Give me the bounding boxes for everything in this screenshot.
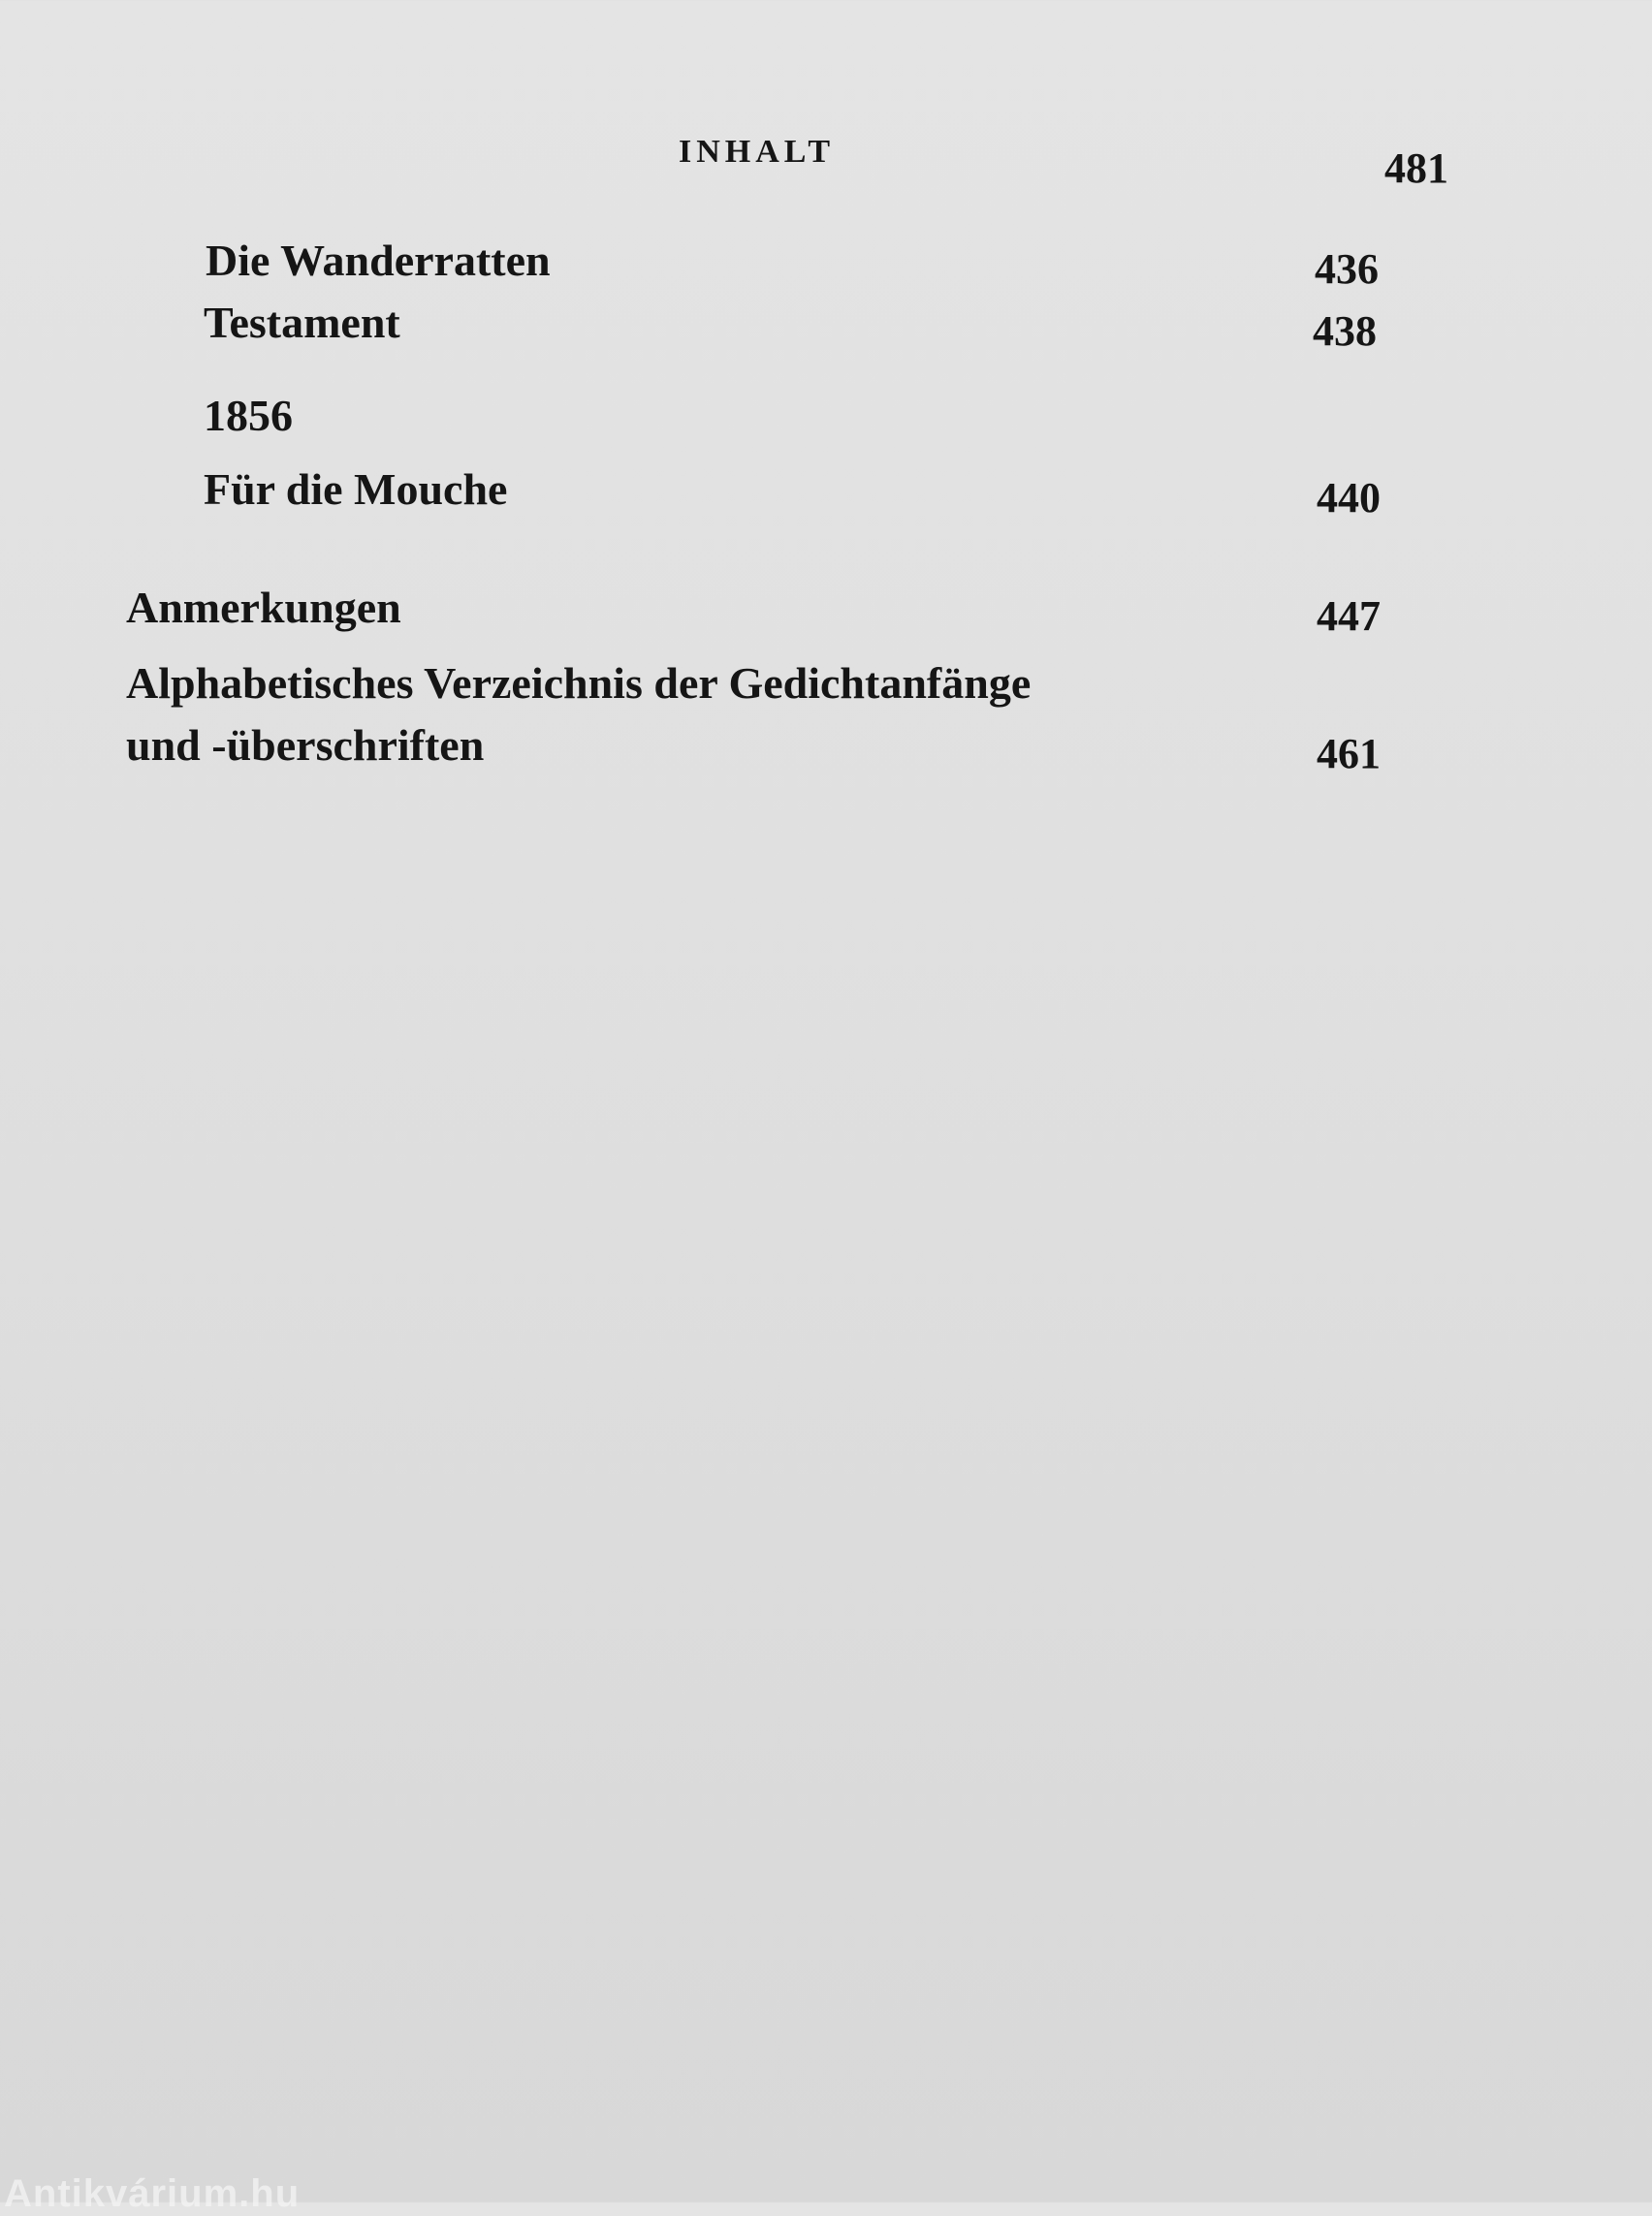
toc-entry-page: 438 (1313, 307, 1377, 355)
toc-entry-title: Alphabetisches Verzeichnis der Gedichtanfänge (126, 658, 1032, 708)
toc-entry-title: und -überschriften (126, 720, 485, 770)
toc-entry-title: Anmerkungen (126, 583, 401, 632)
toc-entry-page: 461 (1317, 730, 1381, 777)
toc-section-year: 1856 (204, 391, 293, 440)
toc-entry-title: Die Wanderratten (206, 236, 551, 285)
toc-entry-page: 440 (1317, 474, 1381, 522)
running-head: INHALT (679, 134, 836, 170)
toc-entry-page: 447 (1317, 592, 1381, 640)
page-number: 481 (1384, 144, 1448, 192)
toc-entry-title: Für die Mouche (204, 464, 508, 514)
toc-entry-page: 436 (1315, 245, 1379, 293)
watermark: Antikvárium.hu (4, 2172, 301, 2215)
toc-entry-title: Testament (204, 298, 400, 347)
